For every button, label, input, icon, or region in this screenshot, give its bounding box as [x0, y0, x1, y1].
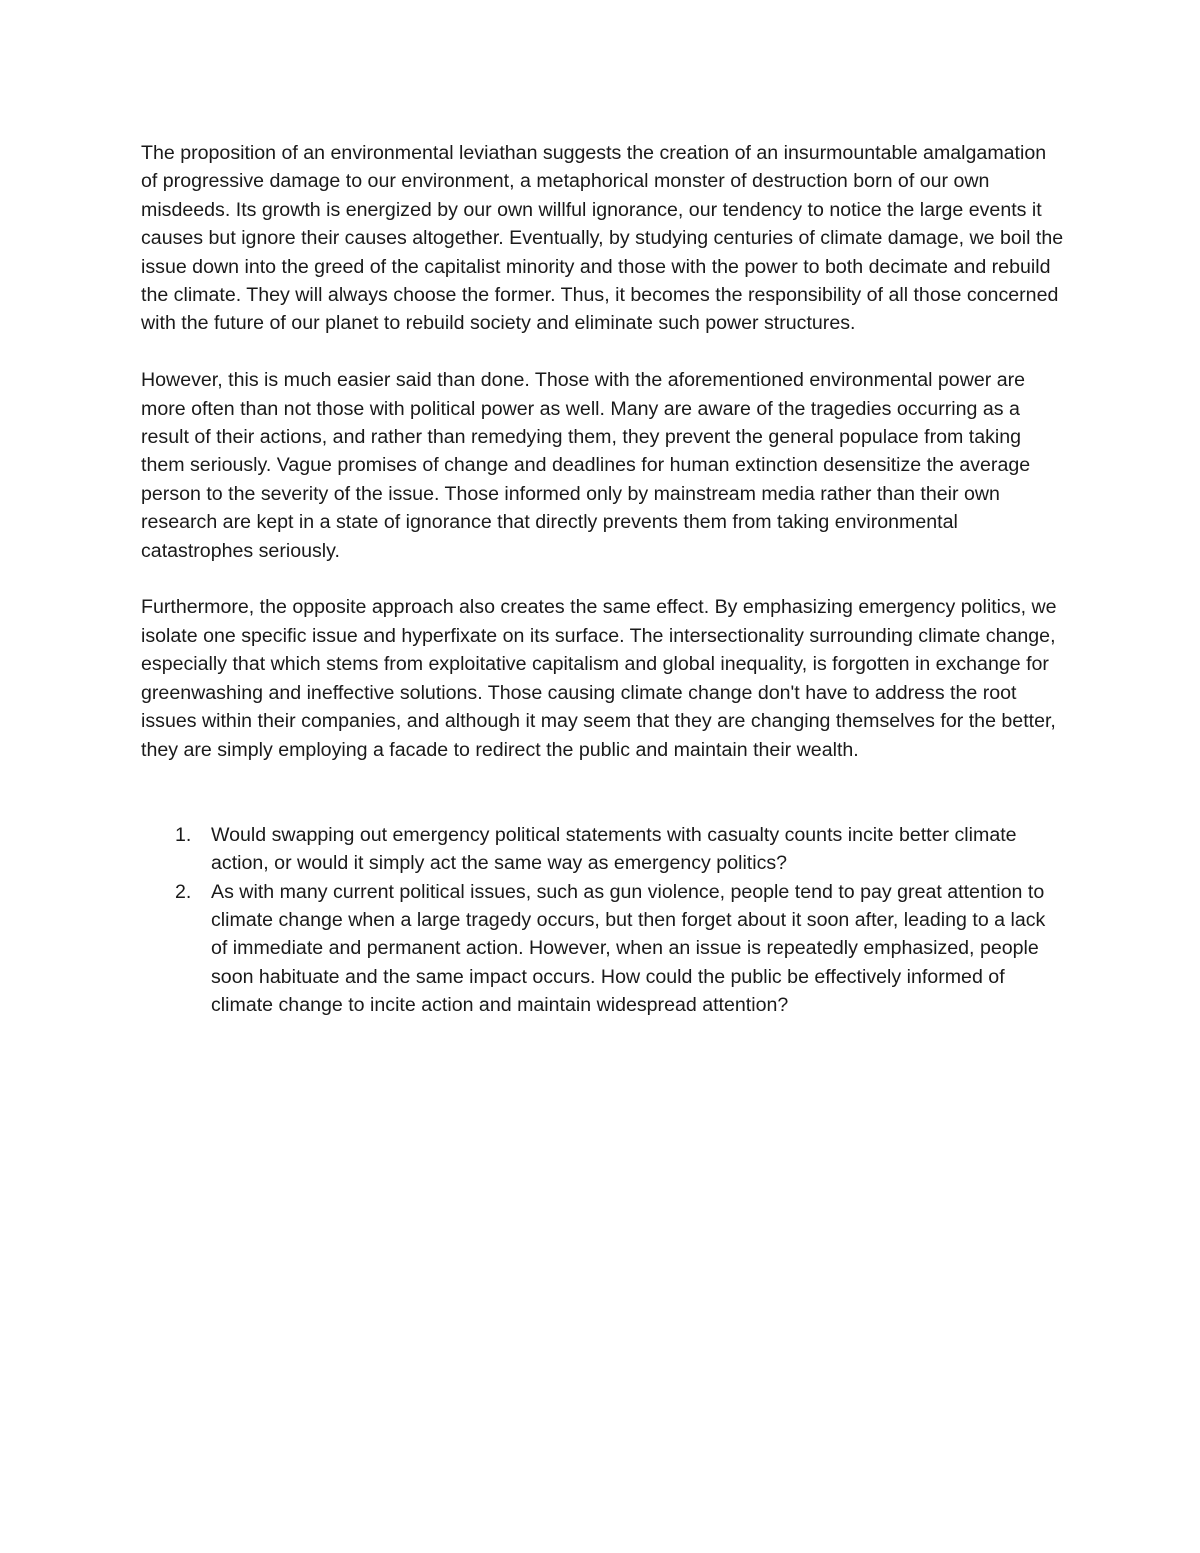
question-number: 2.: [175, 880, 192, 903]
question-item-2: [141, 878, 1066, 1020]
question-item-1: [141, 821, 1066, 878]
paragraph-3: Furthermore, the opposite approach also creates the same effect. By emphasizing emergency politics, we isolate one specific issue and hyperfixate on its surface. The intersectionality surrounding climate change, especially that which stems from exploitative capitalism and global inequality, is forgotten in exchange for greenwashing and ineffective solutions. Those causing climate change don't have to address the root issues within their companies, and although it may seem that they are changing themselves for the better, they are simply employing a facade to redirect the public and maintain their wealth.: [141, 596, 1057, 761]
question-text: Would swapping out emergency political statements with casualty counts incite better climate action, or would it simply act the same way as emergency politics?: [211, 823, 1017, 875]
paragraph-2: However, this is much easier said than done. Those with the aforementioned environmental power are more often than not those with political power as well. Many are aware of the tragedies occurring as a result of their actions, and rather than remedying them, they prevent the general populace from taking them seriously. Vague promises of change and deadlines for human extinction desensitize the average person to the severity of the issue. Those informed only by mainstream media rather than their own research are kept in a state of ignorance that directly prevents them from taking environmental catastrophes seriously.: [141, 369, 1031, 562]
document-body: [141, 139, 1066, 1020]
questions-list: [141, 821, 1066, 1020]
question-number: 1.: [175, 823, 192, 846]
question-text: As with many current political issues, such as gun violence, people tend to pay great attention to climate change when a large tragedy occurs, but then forget about it soon after, leading to a lack of immediate and permanent action. However, when an issue is repeatedly emphasized, people soon habituate and the same impact occurs. How could the public be effectively informed of climate change to incite action and maintain widespread attention?: [211, 880, 1046, 1017]
paragraph-1: The proposition of an environmental leviathan suggests the creation of an insurmountable amalgamation of progressive damage to our environment, a metaphorical monster of destruction born of our own misdeeds. Its growth is energized by our own willful ignorance, our tendency to notice the large events it causes but ignore their causes altogether. Eventually, by studying centuries of climate damage, we boil the issue down into the greed of the capitalist minority and those with the power to both decimate and rebuild the climate. They will always choose the former. Thus, it becomes the responsibility of all those concerned with the future of our planet to rebuild society and eliminate such power structures.: [141, 142, 1064, 335]
